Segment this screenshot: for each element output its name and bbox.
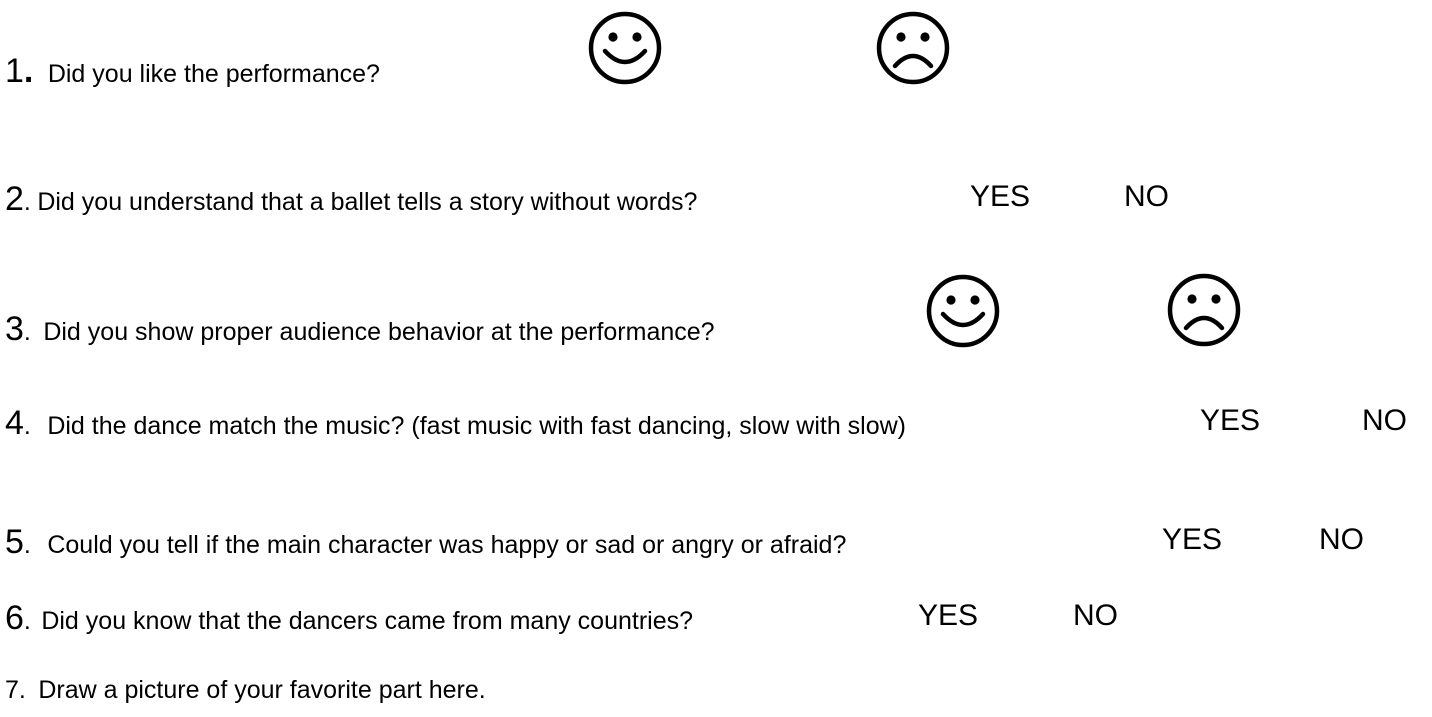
no-option[interactable]: NO xyxy=(1319,523,1364,556)
question-5 xyxy=(5,525,846,559)
question-3 xyxy=(5,312,715,346)
sad-face-icon[interactable] xyxy=(873,8,953,88)
question-number: 3 xyxy=(5,310,24,348)
question-number-separator: . xyxy=(23,531,31,559)
question-text: Did you like the performance? xyxy=(47,60,380,88)
yes-option[interactable]: YES xyxy=(970,180,1031,213)
question-1 xyxy=(5,54,380,88)
no-option[interactable]: NO xyxy=(1124,180,1169,213)
question-number: 4 xyxy=(5,404,24,442)
question-number-separator: . xyxy=(23,318,31,346)
question-number: 1 xyxy=(5,52,24,90)
question-text: Did you show proper audience behavior at the performance? xyxy=(43,318,715,346)
question-number-separator: . xyxy=(18,676,26,704)
question-number-separator: . xyxy=(23,188,31,216)
question-number-separator: . xyxy=(23,52,34,90)
yes-option[interactable]: YES xyxy=(1162,523,1223,556)
question-2 xyxy=(5,182,697,216)
no-option[interactable]: NO xyxy=(1362,404,1407,437)
no-option[interactable]: NO xyxy=(1073,599,1118,632)
question-number: 6 xyxy=(5,599,24,637)
happy-face-icon[interactable] xyxy=(923,271,1003,351)
question-text: Did you know that the dancers came from many countries? xyxy=(41,607,694,635)
question-text: Did the dance match the music? (fast music with fast dancing, slow with slow) xyxy=(47,412,907,440)
question-number: 7 xyxy=(5,676,19,704)
question-7 xyxy=(5,678,486,703)
question-text: Draw a picture of your favorite part here. xyxy=(38,676,486,704)
question-number: 2 xyxy=(5,180,24,218)
question-6 xyxy=(5,601,693,635)
question-number: 5 xyxy=(5,523,24,561)
question-4 xyxy=(5,406,906,440)
question-text: Did you understand that a ballet tells a story without words? xyxy=(37,188,698,216)
yes-option[interactable]: YES xyxy=(918,599,979,632)
happy-face-icon[interactable] xyxy=(585,8,665,88)
yes-option[interactable]: YES xyxy=(1200,404,1261,437)
question-text: Could you tell if the main character was happy or sad or angry or afraid? xyxy=(47,531,847,559)
question-number-separator: . xyxy=(23,412,31,440)
sad-face-icon[interactable] xyxy=(1164,270,1244,350)
question-number-separator: . xyxy=(23,607,31,635)
